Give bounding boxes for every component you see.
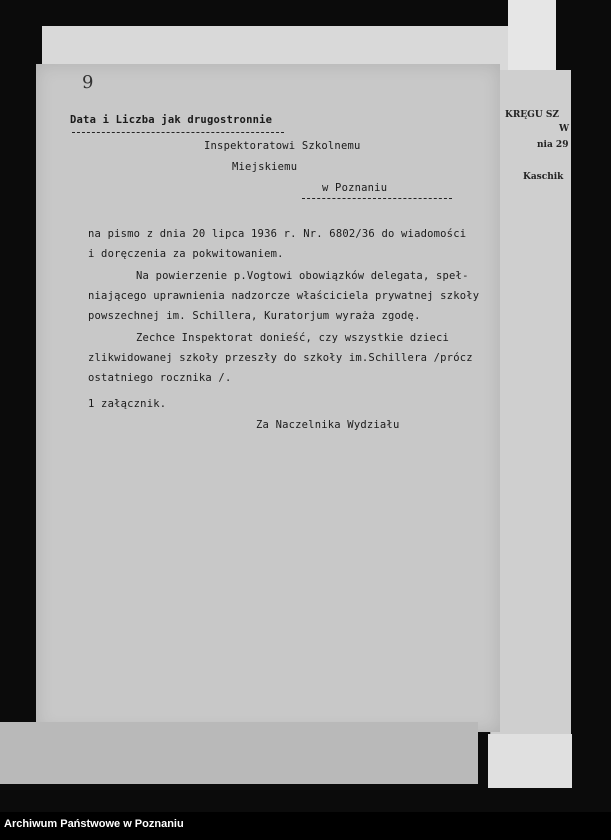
bottom-paper-strip bbox=[0, 722, 478, 784]
header-underline bbox=[72, 132, 284, 133]
archive-credit: Archiwum Państwowe w Poznaniu bbox=[4, 818, 184, 830]
body-line-1: na pismo z dnia 20 lipca 1936 r. Nr. 6802/36 do wiadomości bbox=[88, 228, 467, 240]
body-line-5: powszechnej im. Schillera, Kuratorjum wyraża zgodę. bbox=[88, 310, 421, 322]
body-line-3: Na powierzenie p.Vogtowi obowiązków delegata, speł- bbox=[136, 270, 469, 282]
body-line-2: i doręczenia za pokwitowaniem. bbox=[88, 248, 284, 260]
document-page bbox=[36, 64, 500, 732]
back-fragment-3: nia 29 bbox=[537, 140, 569, 150]
attachment-note: 1 załącznik. bbox=[88, 398, 167, 410]
body-line-6: Zechce Inspektorat donieść, czy wszystkie dzieci bbox=[136, 332, 450, 344]
recipient-line-3: w Poznaniu bbox=[322, 182, 388, 194]
back-fragment-2: W bbox=[559, 124, 570, 134]
signature-line: Za Naczelnika Wydziału bbox=[256, 419, 400, 431]
back-fragment-1: KRĘGU SZ bbox=[505, 110, 559, 120]
recipient-underline bbox=[302, 198, 452, 199]
footer-bar bbox=[0, 812, 611, 840]
body-line-4: niającego uprawnienia nadzorcze właściciela prywatnej szkoły bbox=[88, 290, 480, 302]
document-header: Data i Liczba jak drugostronnie bbox=[70, 114, 273, 126]
back-sheet bbox=[490, 70, 571, 734]
top-right-paper bbox=[508, 0, 556, 70]
recipient-line-1: Inspektoratowi Szkolnemu bbox=[204, 140, 361, 152]
body-line-8: ostatniego rocznika /. bbox=[88, 372, 232, 384]
bottom-right-paper bbox=[488, 734, 572, 788]
handwritten-number: 9 bbox=[82, 72, 94, 93]
recipient-line-2: Miejskiemu bbox=[232, 161, 298, 173]
body-line-7: zlikwidowanej szkoły przeszły do szkoły im.Schillera /prócz bbox=[88, 352, 473, 364]
back-fragment-4: Kaschik bbox=[523, 172, 564, 182]
